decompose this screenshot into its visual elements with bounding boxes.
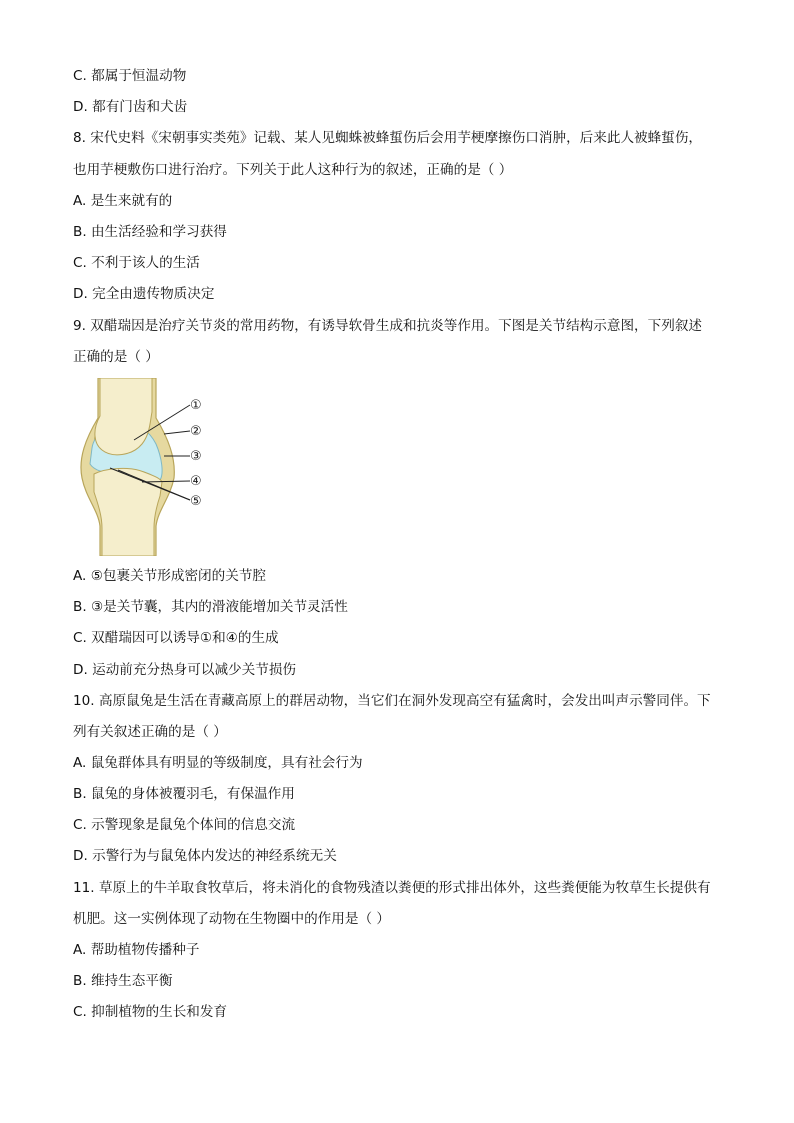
text-line: 8. 宋代史料《宋朝事实类苑》记载、某人见蜘蛛被蜂蜇伤后会用芋梗摩擦伤口消肿，后来此人被蜂蜇伤， [73, 130, 703, 146]
text-line: 也用芋梗敷伤口进行治疗。下列关于此人这种行为的叙述，正确的是（ ） [73, 162, 513, 178]
text-line: 列有关叙述正确的是（ ） [73, 724, 227, 740]
joint-structure-diagram [80, 378, 220, 556]
text-line: A. ⑤包裹关节形成密闭的关节腔 [73, 568, 267, 584]
text-line: D. 都有门齿和犬齿 [73, 99, 188, 115]
label-2: ② [190, 424, 202, 439]
text-line: A. 是生来就有的 [73, 193, 173, 209]
text-line: D. 完全由遗传物质决定 [73, 286, 215, 302]
text-line: B. 鼠兔的身体被覆羽毛，有保温作用 [73, 786, 295, 802]
text-line: C. 双醋瑞因可以诱导①和④的生成 [73, 630, 279, 646]
text-line: B. 维持生态平衡 [73, 973, 173, 989]
text-line: 11. 草原上的牛羊取食牧草后，将未消化的食物残渣以粪便的形式排出体外，这些粪便能为牧草生长提供有 [73, 880, 711, 896]
label-3: ③ [190, 449, 202, 464]
label-4: ④ [190, 474, 202, 489]
text-line: C. 不利于该人的生活 [73, 255, 200, 271]
text-line: C. 都属于恒温动物 [73, 68, 187, 84]
text-line: B. ③是关节囊，其内的滑液能增加关节灵活性 [73, 599, 348, 615]
text-line: D. 运动前充分热身可以减少关节损伤 [73, 662, 297, 678]
text-line: A. 帮助植物传播种子 [73, 942, 200, 958]
label-1: ① [190, 398, 202, 413]
text-line: 9. 双醋瑞因是治疗关节炎的常用药物，有诱导软骨生成和抗炎等作用。下图是关节结构示意图，下列叙述 [73, 318, 703, 334]
text-line: 正确的是（ ） [73, 349, 159, 365]
text-line: D. 示警行为与鼠兔体内发达的神经系统无关 [73, 848, 337, 864]
text-line: 10. 高原鼠兔是生活在青藏高原上的群居动物，当它们在洞外发现高空有猛禽时，会发出叫声示警同伴。下 [73, 693, 711, 709]
label-5: ⑤ [190, 494, 202, 509]
text-line: C. 示警现象是鼠兔个体间的信息交流 [73, 817, 296, 833]
text-line: 机肥。这一实例体现了动物在生物圈中的作用是（ ） [73, 911, 390, 927]
text-line: B. 由生活经验和学习获得 [73, 224, 227, 240]
text-line: C. 抑制植物的生长和发育 [73, 1004, 228, 1020]
text-line: A. 鼠兔群体具有明显的等级制度，具有社会行为 [73, 755, 363, 771]
